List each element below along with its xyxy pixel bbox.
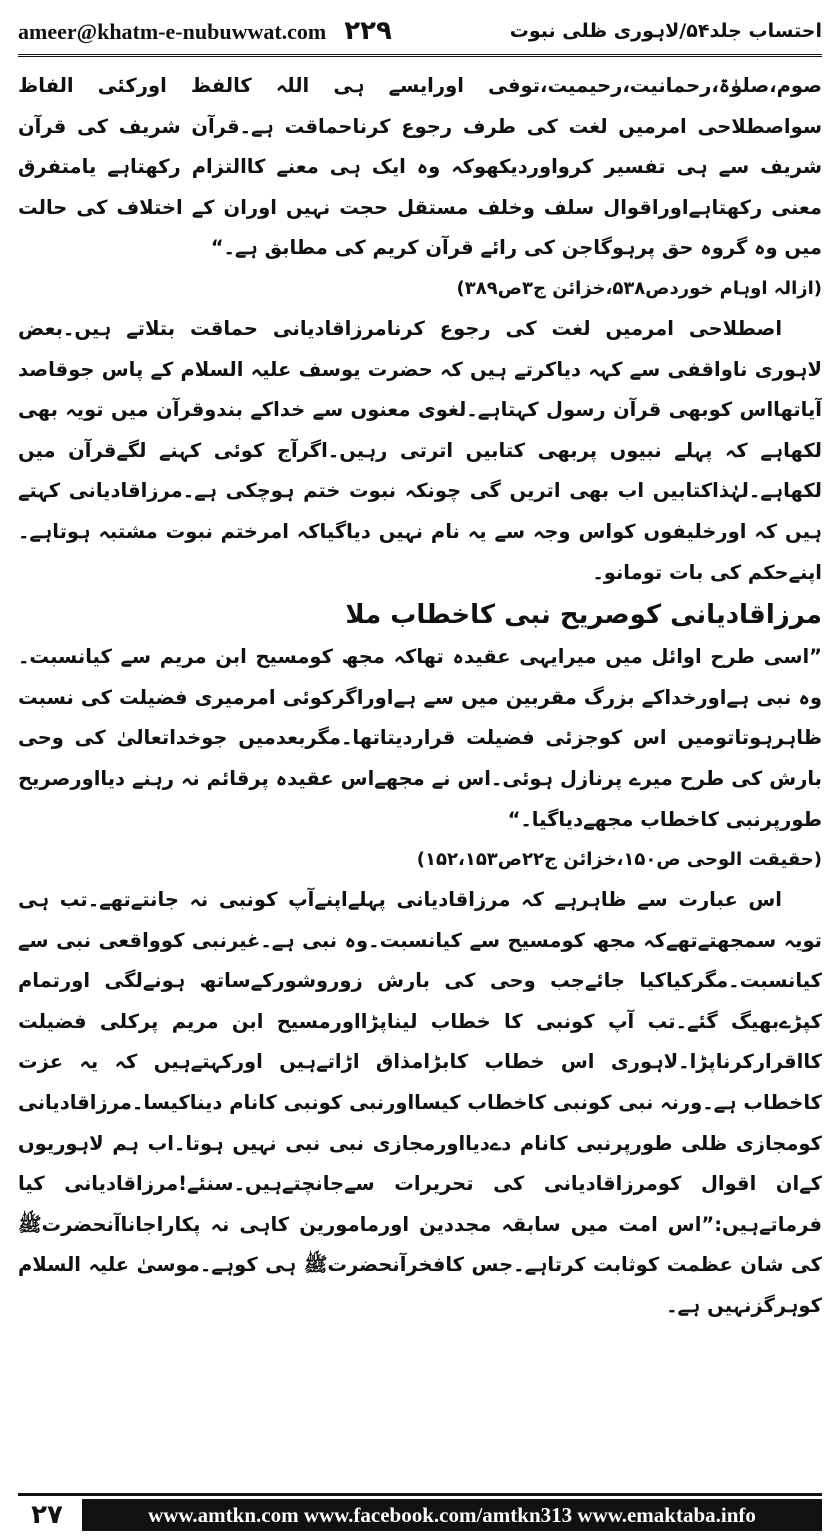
reference-izala-auham: (ازالہ اوہام خوردص۵۳۸،خزائن ج۳ص۳۸۹) — [456, 277, 822, 299]
footer-website-links: www.amtkn.com www.facebook.com/amtkn313 www.emaktaba.info — [82, 1499, 822, 1531]
header-book-title: احتساب جلد۵۴/لاہوری ظلی نبوت — [509, 20, 822, 42]
header-page-number: ۲۲۹ — [344, 16, 392, 46]
page-footer — [18, 1493, 822, 1534]
footer-page-number: ۲۷ — [31, 1500, 63, 1530]
page-header — [18, 8, 822, 57]
page-body — [18, 66, 822, 1490]
paragraph-quote-continuation: صوم،صلوٰۃ،رحمانیت،رحیمیت،توفی اورایسے ہی اللہ کالفظ اورکئی الفاظ سواصطلاحی امرمیں لغت کی طرف رجوع کرناحماقت ہے۔قرآن شریف کی قرآن شریف سے ہی تفسیر کرواوردیکھوکہ وہ ایک ہی معنے کاالتزام رکھتاہے یامتفرق معنی رکھتاہےاوراقوال سلف وخلف مستقل حجت نہیں اوران کے اختلاف کی حالت میں وہ گروہ حق پرہوگاجن کی رائے قرآن کریم کی مطابق ہے۔“ — [18, 74, 822, 260]
paragraph-lughat: اصطلاحی امرمیں لغت کی رجوع کرنامرزاقادیانی حماقت بتلاتے ہیں۔بعض لاہوری ناواقفی سے کہہ دیاکرتے ہیں کہ حضرت یوسف علیہ السلام کے پاس جوقاصد آیاتھااس کوبھی قرآن رسول کہتاہے۔لغوی معنوں سے خداکے بندوقرآن میں تویہ بھی لکھاہے کہ پہلے نبیوں پربھی کتابیں اترتی رہیں۔اگرآج کوئی کہنے لگےقرآن میں لکھاہے۔لہٰذاکتابیں اب بھی اتریں گی چونکہ نبوت ختم ہوچکی ہے۔مرزاقادیانی کہتے ہیں کہ اورخلیفوں کواس وجہ سے یہ نام نہیں دیاگیاکہ امرختم نبوت مشتبہ ہوتاہے۔اپنےحکم کی بات تومانو۔ — [18, 316, 822, 584]
header-left-group — [18, 16, 392, 46]
paragraph-quote-haqiqat: ”اسی طرح اوائل میں میرایہی عقیدہ تھاکہ مجھ کومسیح ابن مریم سے کیانسبت۔وہ نبی ہےاورخداکے بزرگ مقربین میں سے ہےاوراگرکوئی امرمیری فضیلت کی نسبت ظاہرہوتاتومیں اس کوجزئی فضیلت قراردیتاتھا۔مگربعدمیں جوخداتعالیٰ کی وحی بارش کی طرح میرے پرنازل ہوئی۔اس نے مجھےاس عقیدہ پرقائم نہ رہنے دیااورصریح طورپرنبی کاخطاب مجھےدیاگیا۔“ — [18, 645, 822, 831]
reference-haqiqat-ul-wahi: (حقیقت الوحی ص۱۵۰،خزائن ج۲۲ص۱۵۲،۱۵۳) — [416, 849, 822, 871]
paragraph-analysis: اس عبارت سے ظاہرہے کہ مرزاقادیانی پہلےاپنےآپ کونبی نہ جانتےتھے۔تب ہی تویہ سمجھتےتھےکہ مجھ کومسیح سے کیانسبت۔وہ نبی ہے۔غیرنبی کوواقعی نبی سے کیانسبت۔مگرکیاکیا جائےجب وحی کی بارش زوروشورکےساتھ ہونےلگی اورتمام کپڑےبھیگ گئے۔تب آپ کونبی کا خطاب لیناپڑااورمسیح ابن مریم پرکلی فضیلت کااقرارکرناپڑا۔لاہوری اس خطاب کابڑامذاق اڑاتےہیں اورکہتےہیں کہ یہ عزت کاخطاب ہے۔ورنہ نبی کونبی کاخطاب کیسااورنبی کونبی کانام دیناکیسا۔مرزاقادیانی کومجازی ظلی طورپرنبی کانام دےدیااورمجازی نبی نبی نہیں ہوتا۔اب ہم لاہوریوں کےان اقوال کومرزاقادیانی کی تحریرات سےجانچتےہیں۔سنئے!مرزاقادیانی کیا فرماتےہیں:”اس امت میں سابقہ مجددین اورمامورین کاہی نہ پکاراجاناآنحضرتﷺ کی شان عظمت کوثابت کرتاہے۔جس کافخرآنحضرتﷺ ہی کوہے۔موسیٰ علیہ السلام کوہرگزنہیں ہے۔ — [18, 888, 822, 1318]
section-heading: مرزاقادیانی کوصریح نبی کاخطاب ملا — [345, 600, 822, 631]
header-email: ameer@khatm-e-nubuwwat.com — [18, 19, 327, 44]
